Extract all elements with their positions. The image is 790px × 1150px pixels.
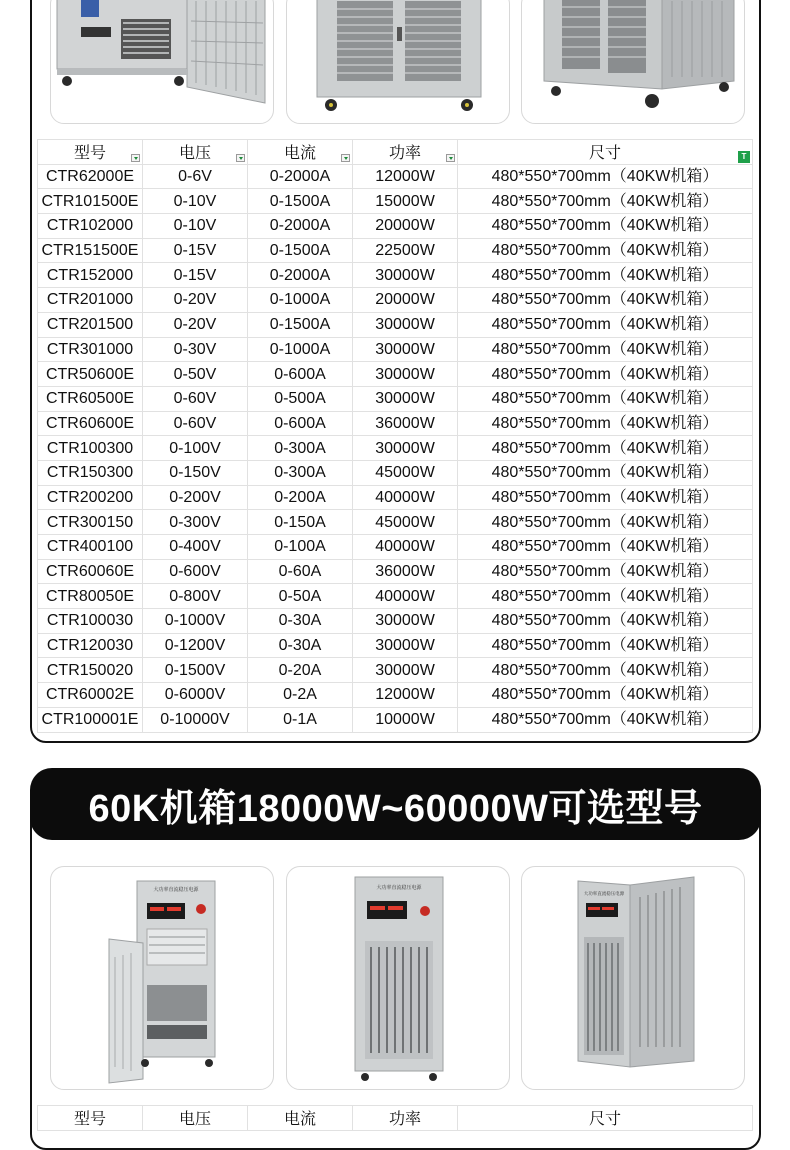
cell-model: CTR151500E xyxy=(38,238,143,263)
header-power: 功率 xyxy=(353,1106,458,1131)
cell-current: 0-1500A xyxy=(248,312,353,337)
table-row xyxy=(38,189,753,214)
cell-power: 10000W xyxy=(353,707,458,732)
cell-current: 0-30A xyxy=(248,633,353,658)
cell-current: 0-2A xyxy=(248,683,353,708)
filter-dropdown-icon[interactable] xyxy=(236,154,245,162)
table-row xyxy=(38,485,753,510)
cell-voltage: 0-200V xyxy=(143,485,248,510)
cell-current: 0-1000A xyxy=(248,288,353,313)
panel-label: 大功率直流稳压电源 xyxy=(153,887,199,893)
cell-current: 0-60A xyxy=(248,559,353,584)
cell-size: 480*550*700mm（40KW机箱） xyxy=(458,189,753,214)
table-row xyxy=(38,164,753,189)
table-row xyxy=(38,535,753,560)
header-voltage: 电压 xyxy=(143,1106,248,1131)
cell-model: CTR301000 xyxy=(38,337,143,362)
cell-model: CTR50600E xyxy=(38,362,143,387)
cell-size: 480*550*700mm（40KW机箱） xyxy=(458,609,753,634)
header-model: 型号 xyxy=(38,1106,143,1131)
cell-model: CTR200200 xyxy=(38,485,143,510)
model-spec-table-60k xyxy=(37,1105,753,1131)
product-photo-60k-front xyxy=(286,866,510,1090)
cell-power: 30000W xyxy=(353,362,458,387)
table-header-row xyxy=(38,140,753,165)
cell-voltage: 0-60V xyxy=(143,386,248,411)
cell-power: 30000W xyxy=(353,337,458,362)
cell-current: 0-150A xyxy=(248,510,353,535)
cell-model: CTR152000 xyxy=(38,263,143,288)
cell-size: 480*550*700mm（40KW机箱） xyxy=(458,411,753,436)
cell-voltage: 0-10V xyxy=(143,214,248,239)
filter-dropdown-icon[interactable] xyxy=(341,154,350,162)
cell-voltage: 0-150V xyxy=(143,460,248,485)
cell-model: CTR62000E xyxy=(38,164,143,189)
table-filter-icon[interactable]: T xyxy=(738,151,750,163)
cell-voltage: 0-6000V xyxy=(143,683,248,708)
cell-size: 480*550*700mm（40KW机箱） xyxy=(458,658,753,683)
cell-power: 30000W xyxy=(353,609,458,634)
table-row xyxy=(38,584,753,609)
cell-power: 30000W xyxy=(353,386,458,411)
cell-size: 480*550*700mm（40KW机箱） xyxy=(458,584,753,609)
cell-size: 480*550*700mm（40KW机箱） xyxy=(458,214,753,239)
cell-model: CTR100300 xyxy=(38,436,143,461)
cell-current: 0-600A xyxy=(248,411,353,436)
table-row xyxy=(38,288,753,313)
cell-power: 30000W xyxy=(353,312,458,337)
cell-model: CTR60002E xyxy=(38,683,143,708)
cell-model: CTR120030 xyxy=(38,633,143,658)
cell-size: 480*550*700mm（40KW机箱） xyxy=(458,535,753,560)
product-photo-angled xyxy=(521,0,745,124)
cell-size: 480*550*700mm（40KW机箱） xyxy=(458,337,753,362)
header-voltage-label: 电压 xyxy=(178,145,211,163)
cell-voltage: 0-1500V xyxy=(143,658,248,683)
table-row xyxy=(38,658,753,683)
panel-label: 大功率直流稳压电源 xyxy=(583,892,625,897)
cell-voltage: 0-30V xyxy=(143,337,248,362)
cell-power: 40000W xyxy=(353,584,458,609)
table-row xyxy=(38,214,753,239)
cell-current: 0-200A xyxy=(248,485,353,510)
cell-voltage: 0-100V xyxy=(143,436,248,461)
cell-power: 22500W xyxy=(353,238,458,263)
cell-model: CTR60500E xyxy=(38,386,143,411)
table-body xyxy=(38,164,753,732)
cell-size: 480*550*700mm（40KW机箱） xyxy=(458,386,753,411)
table-header-row xyxy=(38,1106,753,1131)
cell-power: 12000W xyxy=(353,164,458,189)
cell-model: CTR100030 xyxy=(38,609,143,634)
cell-model: CTR102000 xyxy=(38,214,143,239)
table-row xyxy=(38,633,753,658)
header-current xyxy=(248,140,353,165)
cell-model: CTR100001E xyxy=(38,707,143,732)
cell-power: 30000W xyxy=(353,263,458,288)
cell-model: CTR201500 xyxy=(38,312,143,337)
cell-voltage: 0-20V xyxy=(143,312,248,337)
cell-current: 0-2000A xyxy=(248,214,353,239)
cell-size: 480*550*700mm（40KW机箱） xyxy=(458,238,753,263)
table-row xyxy=(38,238,753,263)
table-row xyxy=(38,609,753,634)
product-photo-60k-angled xyxy=(521,866,745,1090)
cell-size: 480*550*700mm（40KW机箱） xyxy=(458,559,753,584)
cell-size: 480*550*700mm（40KW机箱） xyxy=(458,707,753,732)
cell-model: CTR80050E xyxy=(38,584,143,609)
cell-power: 30000W xyxy=(353,658,458,683)
cell-voltage: 0-10V xyxy=(143,189,248,214)
panel-label: 大功率直流稳压电源 xyxy=(376,885,422,891)
header-current-label: 电流 xyxy=(283,145,316,163)
cell-current: 0-300A xyxy=(248,460,353,485)
cell-model: CTR150300 xyxy=(38,460,143,485)
cell-power: 36000W xyxy=(353,411,458,436)
header-voltage xyxy=(143,140,248,165)
cell-power: 40000W xyxy=(353,485,458,510)
cell-current: 0-1000A xyxy=(248,337,353,362)
table-row xyxy=(38,683,753,708)
cell-current: 0-2000A xyxy=(248,164,353,189)
cell-model: CTR400100 xyxy=(38,535,143,560)
cell-size: 480*550*700mm（40KW机箱） xyxy=(458,683,753,708)
cell-size: 480*550*700mm（40KW机箱） xyxy=(458,288,753,313)
cell-model: CTR201000 xyxy=(38,288,143,313)
cell-size: 480*550*700mm（40KW机箱） xyxy=(458,164,753,189)
cell-current: 0-20A xyxy=(248,658,353,683)
cell-power: 30000W xyxy=(353,633,458,658)
table-row xyxy=(38,362,753,387)
cell-current: 0-100A xyxy=(248,535,353,560)
cell-voltage: 0-15V xyxy=(143,238,248,263)
table-row xyxy=(38,263,753,288)
cell-power: 40000W xyxy=(353,535,458,560)
cell-size: 480*550*700mm（40KW机箱） xyxy=(458,485,753,510)
cell-current: 0-600A xyxy=(248,362,353,387)
cell-current: 0-30A xyxy=(248,609,353,634)
cell-power: 12000W xyxy=(353,683,458,708)
cell-current: 0-300A xyxy=(248,436,353,461)
table-row xyxy=(38,559,753,584)
cell-voltage: 0-50V xyxy=(143,362,248,387)
header-model-label: 型号 xyxy=(73,145,106,163)
header-size xyxy=(458,140,753,165)
table-row xyxy=(38,312,753,337)
header-current: 电流 xyxy=(248,1106,353,1131)
cell-size: 480*550*700mm（40KW机箱） xyxy=(458,312,753,337)
product-photo-open-door xyxy=(50,0,274,124)
header-size: 尺寸 xyxy=(458,1106,753,1131)
cell-voltage: 0-800V xyxy=(143,584,248,609)
cell-current: 0-1500A xyxy=(248,189,353,214)
cell-voltage: 0-1200V xyxy=(143,633,248,658)
cell-voltage: 0-1000V xyxy=(143,609,248,634)
cell-voltage: 0-600V xyxy=(143,559,248,584)
product-photo-60k-open xyxy=(50,866,274,1090)
cell-size: 480*550*700mm（40KW机箱） xyxy=(458,633,753,658)
header-model xyxy=(38,140,143,165)
cell-size: 480*550*700mm（40KW机箱） xyxy=(458,436,753,461)
table-row xyxy=(38,386,753,411)
cell-power: 20000W xyxy=(353,288,458,313)
cell-power: 45000W xyxy=(353,460,458,485)
cell-model: CTR60600E xyxy=(38,411,143,436)
cell-voltage: 0-300V xyxy=(143,510,248,535)
filter-dropdown-icon[interactable] xyxy=(131,154,140,162)
header-power xyxy=(353,140,458,165)
cell-current: 0-2000A xyxy=(248,263,353,288)
cell-size: 480*550*700mm（40KW机箱） xyxy=(458,510,753,535)
cell-power: 36000W xyxy=(353,559,458,584)
cell-current: 0-1A xyxy=(248,707,353,732)
cell-model: CTR300150 xyxy=(38,510,143,535)
cell-model: CTR60060E xyxy=(38,559,143,584)
cell-voltage: 0-400V xyxy=(143,535,248,560)
filter-dropdown-icon[interactable] xyxy=(446,154,455,162)
cell-size: 480*550*700mm（40KW机箱） xyxy=(458,263,753,288)
cell-model: CTR101500E xyxy=(38,189,143,214)
cell-power: 15000W xyxy=(353,189,458,214)
cell-voltage: 0-15V xyxy=(143,263,248,288)
cell-power: 30000W xyxy=(353,436,458,461)
cell-model: CTR150020 xyxy=(38,658,143,683)
table-row xyxy=(38,510,753,535)
cell-voltage: 0-10000V xyxy=(143,707,248,732)
model-spec-table-40k xyxy=(37,139,753,733)
table-row xyxy=(38,337,753,362)
cell-current: 0-50A xyxy=(248,584,353,609)
cell-voltage: 0-6V xyxy=(143,164,248,189)
cell-size: 480*550*700mm（40KW机箱） xyxy=(458,460,753,485)
table-row xyxy=(38,460,753,485)
product-photo-closed-front xyxy=(286,0,510,124)
table-row xyxy=(38,436,753,461)
table-row xyxy=(38,411,753,436)
cell-voltage: 0-20V xyxy=(143,288,248,313)
cell-voltage: 0-60V xyxy=(143,411,248,436)
header-size-label: 尺寸 xyxy=(588,145,621,163)
cell-current: 0-1500A xyxy=(248,238,353,263)
cell-power: 45000W xyxy=(353,510,458,535)
table-row xyxy=(38,707,753,732)
section-banner-60k: 60K机箱18000W~60000W可选型号 xyxy=(30,768,761,840)
header-power-label: 功率 xyxy=(388,145,421,163)
cell-size: 480*550*700mm（40KW机箱） xyxy=(458,362,753,387)
cell-power: 20000W xyxy=(353,214,458,239)
cell-current: 0-500A xyxy=(248,386,353,411)
